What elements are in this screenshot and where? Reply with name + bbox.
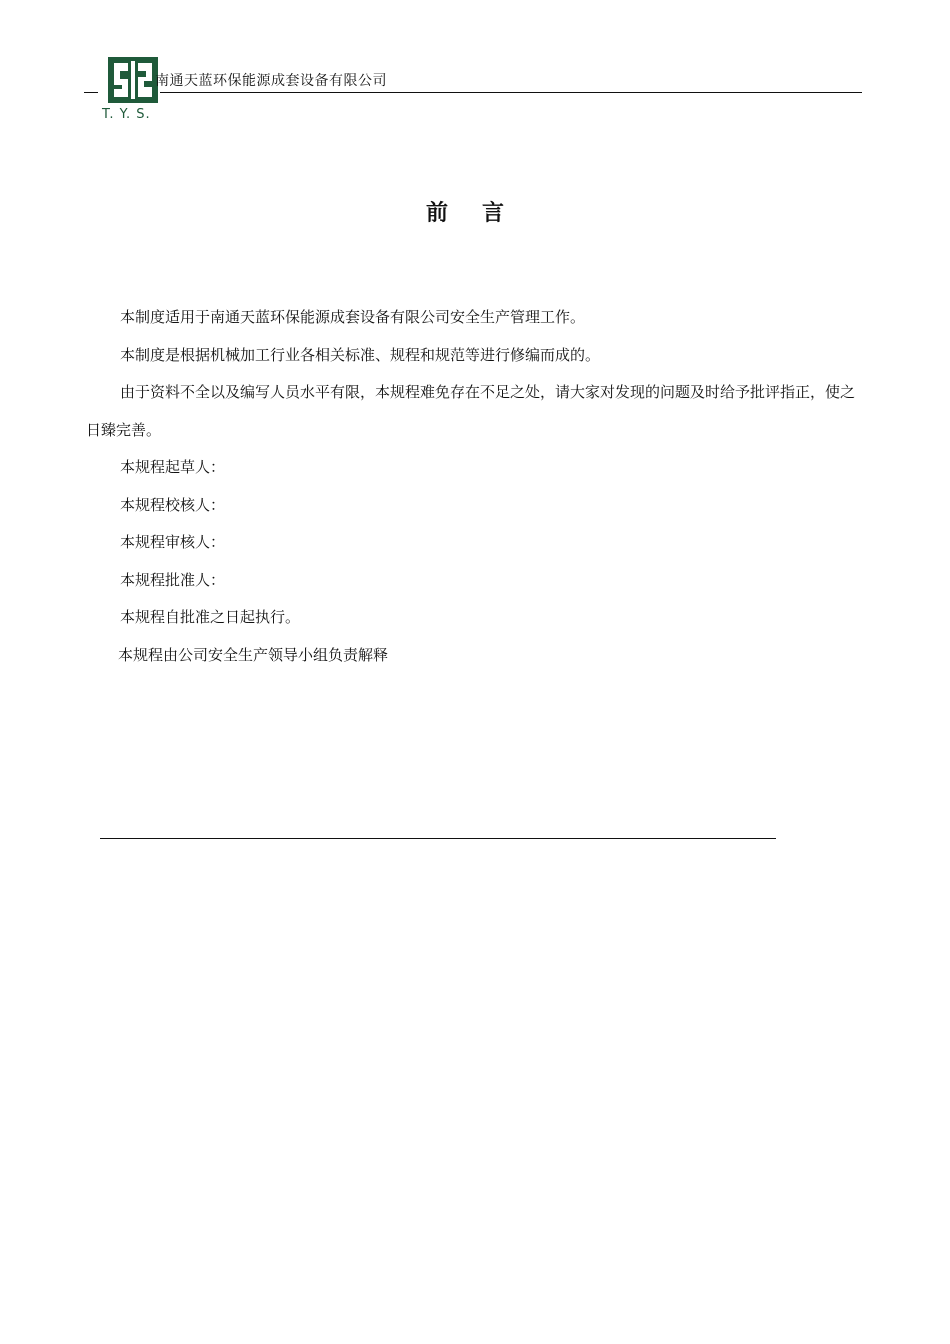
page-title: 前言 [425,201,538,226]
paragraph-reviewer: 本规程审核人： [120,533,226,551]
paragraph-basis: 本制度是根据机械加工行业各相关标准、规程和规范等进行修编而成的。 [120,345,601,364]
paragraph-scope: 本制度适用于南通天蓝环保能源成套设备有限公司安全生产管理工作。 [120,308,586,326]
paragraph-drafter: 本规程起草人： [120,458,226,476]
header-rule [160,92,862,93]
logo-text: T. Y. S. [102,107,151,122]
company-logo [102,57,164,123]
document-body [86,299,866,674]
header-rule-left [84,92,98,93]
paragraph-disclaimer: 由于资料不全以及编写人员水平有限，本规程难免存在不足之处，请大家对发现的问题及时给予批评指正，使之日臻完善。 [86,383,856,439]
paragraph-approver: 本规程批准人： [120,570,226,589]
paragraph-effective: 本规程自批准之日起执行。 [120,608,301,626]
paragraph-checker: 本规程校核人： [120,495,226,514]
logo-emblem-icon [108,57,158,103]
paragraph-interpretation: 本规程由公司安全生产领导小组负责解释 [118,645,389,664]
footer-rule [100,838,776,839]
company-name: 南通天蓝环保能源成套设备有限公司 [155,73,387,89]
